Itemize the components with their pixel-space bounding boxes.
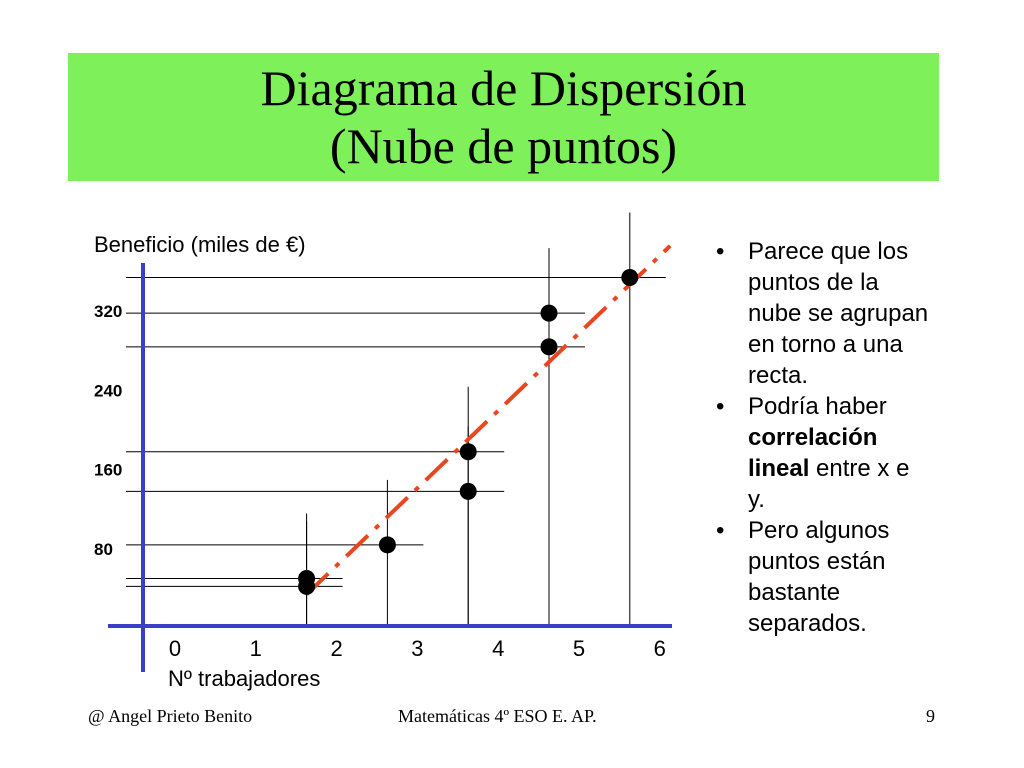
data-point [541,305,558,322]
x-tick-labels [169,636,666,661]
x-axis-label: Nº trabajadores [168,666,321,691]
x-tick-label: 0 [168,636,182,661]
data-point [621,269,638,286]
x-tick-label: 1 [249,636,262,661]
data-point [460,443,477,460]
bullet-2 [712,391,932,515]
trend-line [307,246,671,594]
slide-title: Diagrama de Dispersión [260,60,747,116]
x-tick-label: 4 [492,636,505,661]
y-tick-label: 160 [94,460,123,480]
footer-author: @ Angel Prieto Benito [88,706,253,726]
y-tick-labels [94,302,122,559]
footer-course: Matemáticas 4º ESO E. AP. [398,706,597,726]
bullet-1: • Parece que los puntos de la nube se agrupan en torno a una recta. [712,236,932,391]
y-tick-label: 240 [94,381,123,401]
x-tick-label: 5 [572,636,586,661]
guide-lines [126,213,666,626]
bullet-2-pre: Podría haber [748,393,887,420]
y-axis-label: Beneficio (miles de €) [94,232,306,257]
y-tick-label: 320 [94,302,123,322]
bullet-list [712,236,932,639]
x-tick-label: 3 [411,636,424,661]
data-point [541,338,558,355]
slide-subtitle: (Nube de puntos) [329,118,678,174]
bullet-2-post: entre x e y. [748,455,910,513]
x-tick-label: 6 [653,636,666,661]
footer-page-number: 9 [926,706,935,726]
data-point [298,570,315,587]
bullet-3: • Pero algunos puntos están bastante separados. [712,515,932,639]
x-tick-label: 2 [330,636,343,661]
bullet-2-bold: correlación lineal [748,424,878,482]
y-tick-label: 80 [94,539,113,559]
data-point [379,536,396,553]
data-point [460,483,477,500]
